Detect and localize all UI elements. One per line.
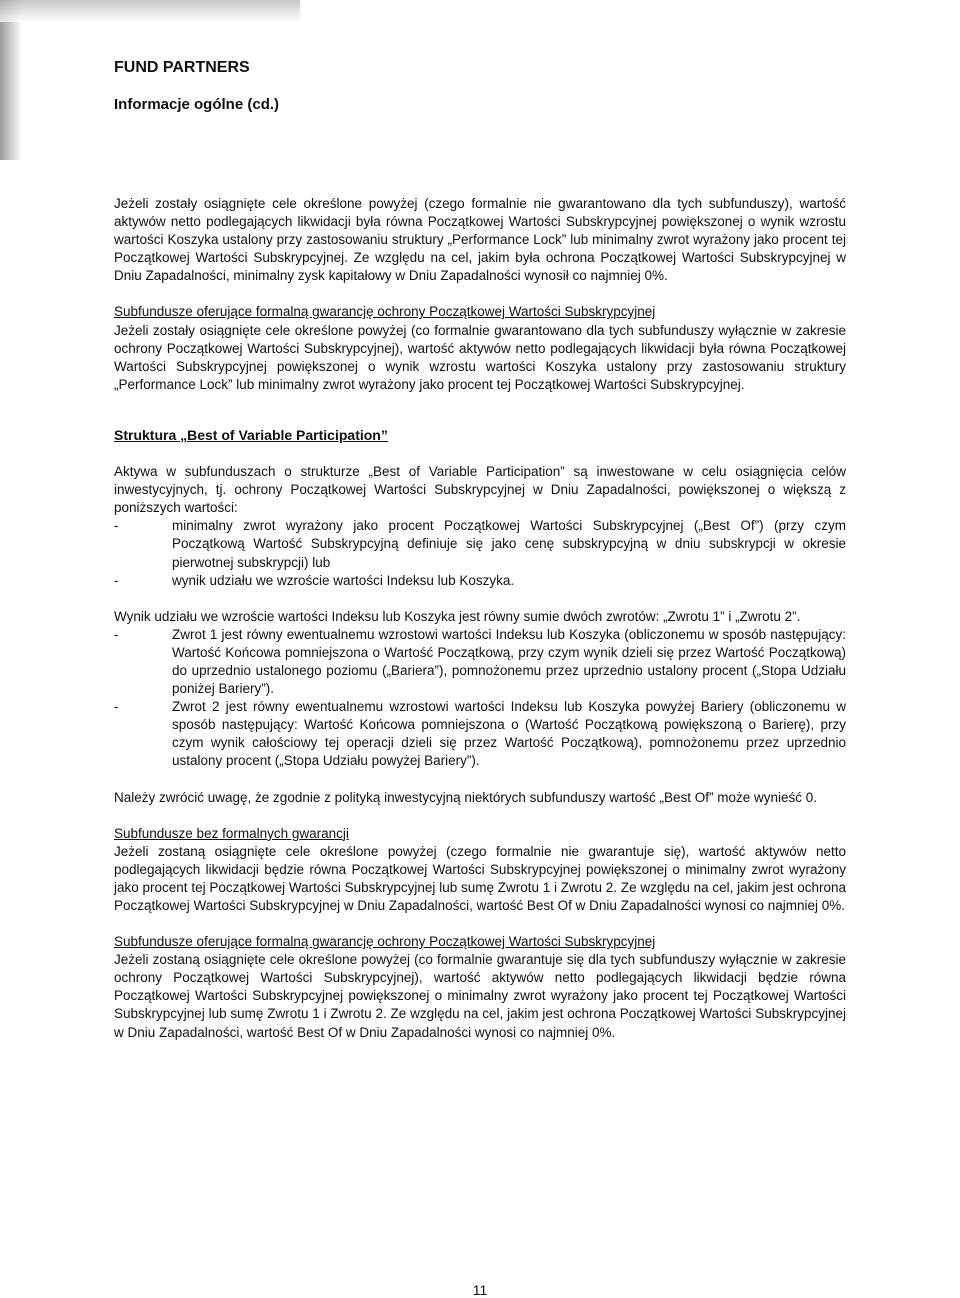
dash-marker: - <box>114 699 119 715</box>
page-subtitle: Informacje ogólne (cd.) <box>114 96 280 113</box>
list-item <box>114 517 846 571</box>
document-body <box>114 195 846 1042</box>
list-item-text: minimalny zwrot wyrażony jako procent Początkowej Wartości Subskrypcyjnej („Best Of”) (przy czym Początkową Wartość Subskrypcyjną definiuje się jako cenę subskrypcyjną w dniu subskrypcji w okresie pierwotnej subskrypcji) lub <box>172 518 846 570</box>
subheading-guarantee-1: Subfundusze oferujące formalną gwarancję ochrony Początkowej Wartości Subskrypcyjnej <box>114 304 656 320</box>
section-title-text: Struktura „Best of Variable Participation” <box>114 426 388 443</box>
page-edge-shading <box>0 0 22 160</box>
dash-marker: - <box>114 518 119 534</box>
paragraph-7: Jeżeli zostaną osiągnięte cele określone powyżej (co formalnie gwarantuje się dla tych subfunduszy wyłącznie w zakresie ochrony Początkowej Wartości Subskrypcyjnej), wartość aktywów netto podlegających likwidacji będzie równa Początkowej Wartości Subskrypcyjnej powiększonej o minimalny zwrot wyrażony jako procent tej Początkowej Wartości Subskrypcyjnej lub sumę Zwrotu 1 i Zwrotu 2. Ze względu na cel, jakim jest ochrona Początkowej Wartości Subskrypcyjnej w Dniu Zapadalności, wartość Best Of w Dniu Zapadalności wynosi co najmniej 0%. <box>114 952 846 1040</box>
list-item-text: Zwrot 1 jest równy ewentualnemu wzrostowi wartości Indeksu lub Koszyka (obliczonemu w sposób następujący: Wartość Końcowa pomniejszona o Wartość Początkową, przy czym wynik dzieli się przez Wartość Początkową) do uprzednio ustalonego poziomu („Bariera”), pomnożonemu przez uprzednio ustalony procent („Stopa Udziału poniżej Bariery”). <box>172 626 846 697</box>
paragraph-1: Jeżeli zostały osiągnięte cele określone powyżej (czego formalnie nie gwarantowano dla tych subfunduszy), wartość aktywów netto podlegających likwidacji była równa Początkowej Wartości Subskrypcyjnej powiększonej o wynik wzrostu wartości Koszyka ustalony przy zastosowaniu struktury „Performance Lock” lub minimalny zwrot wyrażony jako procent tej Początkowej Wartości Subskrypcyjnej. Ze względu na cel, jakim była ochrona Początkowej Wartości Subskrypcyjnej w Dniu Zapadalności, minimalny zysk kapitałowy w Dniu Zapadalności wynosił co najmniej 0%. <box>114 196 846 284</box>
section-title-best-of <box>114 426 846 445</box>
list-item-text: Zwrot 2 jest równy ewentualnemu wzrostowi wartości Indeksu lub Koszyka powyżej Bariery (obliczonemu w sposób następujący: Wartość Końcowa pomniejszona o (Wartość Początkową powiększoną o Barierę), przy czym wynik całościowy tej operacji dzieli się przez Wartość Początkową), pomnożonemu przez uprzednio ustalony procent („Stopa Udziału powyżej Bariery”). <box>172 699 846 769</box>
paragraph-5: Należy zwrócić uwagę, że zgodnie z polityką inwestycyjną niektórych subfunduszy wartość „Best Of” może wynieść 0. <box>114 789 818 805</box>
subheading-guarantee-2: Subfundusze oferujące formalną gwarancję ochrony Początkowej Wartości Subskrypcyjnej <box>114 934 656 950</box>
subheading-no-guarantee: Subfundusze bez formalnych gwarancji <box>114 825 349 841</box>
paragraph-3: Aktywa w subfunduszach o strukturze „Best of Variable Participation” są inwestowane w celu osiągnięcia celów inwestycyjnych, tj. ochrony Początkowej Wartości Subskrypcyjnej w Dniu Zapadalności, powiększonej o większą z poniższych wartości: <box>114 464 846 516</box>
list-item <box>114 698 846 770</box>
list-item-text: wynik udziału we wzroście wartości Indeksu lub Koszyka. <box>172 572 515 588</box>
dash-marker: - <box>114 626 119 642</box>
list-returns <box>114 517 846 589</box>
list-item <box>114 626 846 698</box>
paragraph-2: Jeżeli zostały osiągnięte cele określone powyżej (co formalnie gwarantowano dla tych subfunduszy wyłącznie w zakresie ochrony Początkowej Wartości Subskrypcyjnej), wartość aktywów netto podlegających likwidacji była równa Początkowej Wartości Subskrypcyjnej powiększonej o wynik wzrostu wartości Koszyka ustalony przy zastosowaniu struktury „Performance Lock” lub minimalny zwrot wyrażony jako procent tej Początkowej Wartości Subskrypcyjnej. <box>114 322 846 392</box>
list-zwrot <box>114 626 846 771</box>
dash-marker: - <box>114 572 119 588</box>
page-header <box>114 58 279 115</box>
paragraph-4: Wynik udziału we wzroście wartości Indeksu lub Koszyka jest równy sumie dwóch zwrotów: „Zwrotu 1” i „Zwrotu 2”. <box>114 608 801 624</box>
page-top-shading <box>0 0 300 22</box>
company-name: FUND PARTNERS <box>114 59 250 76</box>
page-number: 11 <box>472 1282 488 1298</box>
paragraph-6: Jeżeli zostaną osiągnięte cele określone powyżej (czego formalnie nie gwarantuje się), wartość aktywów netto podlegających likwidacji będzie równa Początkowej Wartości Subskrypcyjnej powiększonej o minimalny zwrot wyrażony jako procent tej Początkowej Wartości Subskrypcyjnej lub sumę Zwrotu 1 i Zwrotu 2. Ze względu na cel, jakim jest ochrona Początkowej Wartości Subskrypcyjnej w Dniu Zapadalności, wartość Best Of w Dniu Zapadalności wynosi co najmniej 0%. <box>114 843 846 913</box>
list-item <box>114 572 846 590</box>
